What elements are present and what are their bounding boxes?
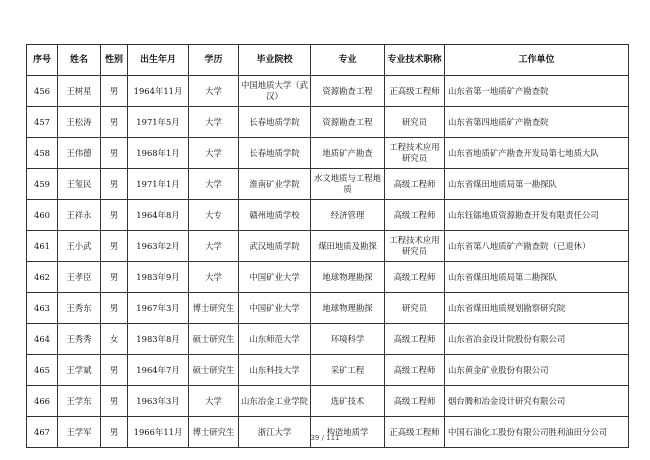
cell-name: 王伟德 (58, 138, 101, 169)
cell-gender: 男 (101, 107, 128, 138)
cell-title: 高级工程师 (385, 324, 445, 355)
cell-title: 高级工程师 (385, 200, 445, 231)
cell-index: 457 (27, 107, 58, 138)
cell-employer: 山东省第一地质矿产勘查院 (445, 76, 629, 107)
table-row (27, 76, 629, 107)
cell-title: 正高级工程师 (385, 76, 445, 107)
table-header-row (27, 45, 629, 76)
cell-title: 工程技术应用研究员 (385, 138, 445, 169)
header-birth: 出生年月 (128, 45, 189, 76)
cell-birth: 1964年7月 (128, 355, 189, 386)
cell-name: 王学军 (58, 417, 101, 448)
cell-school: 山东冶金工业学院 (239, 386, 311, 417)
cell-birth: 1983年8月 (128, 324, 189, 355)
cell-name: 王玺民 (58, 169, 101, 200)
cell-major: 水文地质与工程地质 (311, 169, 385, 200)
cell-school: 山东师范大学 (239, 324, 311, 355)
cell-index: 459 (27, 169, 58, 200)
cell-education: 大学 (189, 262, 239, 293)
cell-education: 博士研究生 (189, 293, 239, 324)
cell-education: 大学 (189, 169, 239, 200)
cell-employer: 山东省第八地质矿产勘查院（已退休） (445, 231, 629, 262)
cell-gender: 男 (101, 169, 128, 200)
cell-gender: 男 (101, 262, 128, 293)
cell-title: 高级工程师 (385, 386, 445, 417)
cell-major: 资源勘查工程 (311, 107, 385, 138)
cell-school: 中国矿业大学 (239, 293, 311, 324)
header-index: 序号 (27, 45, 58, 76)
cell-name: 王学东 (58, 386, 101, 417)
cell-gender: 男 (101, 417, 128, 448)
cell-index: 464 (27, 324, 58, 355)
cell-school: 淮南矿业学院 (239, 169, 311, 200)
cell-major: 环境科学 (311, 324, 385, 355)
cell-school: 长春地质学院 (239, 107, 311, 138)
cell-gender: 男 (101, 138, 128, 169)
table-row (27, 107, 629, 138)
cell-major: 采矿工程 (311, 355, 385, 386)
table-row (27, 169, 629, 200)
cell-index: 458 (27, 138, 58, 169)
cell-name: 王树星 (58, 76, 101, 107)
cell-index: 463 (27, 293, 58, 324)
cell-employer: 山东省煤田地质规划勘察研究院 (445, 293, 629, 324)
cell-major: 构造地质学 (311, 417, 385, 448)
cell-index: 456 (27, 76, 58, 107)
cell-major: 煤田地质及勘探 (311, 231, 385, 262)
cell-birth: 1963年3月 (128, 386, 189, 417)
cell-gender: 男 (101, 355, 128, 386)
cell-employer: 烟台腾和冶金设计研究有限公司 (445, 386, 629, 417)
cell-name: 王松涛 (58, 107, 101, 138)
cell-title: 研究员 (385, 107, 445, 138)
cell-title: 正高级工程师 (385, 417, 445, 448)
table-row (27, 293, 629, 324)
cell-title: 高级工程师 (385, 262, 445, 293)
page-number: 39 / 111 (310, 434, 340, 442)
cell-name: 王孝臣 (58, 262, 101, 293)
cell-birth: 1964年8月 (128, 200, 189, 231)
cell-employer: 山东省第四地质矿产勘查院 (445, 107, 629, 138)
cell-title: 高级工程师 (385, 355, 445, 386)
personnel-table (26, 44, 629, 448)
cell-title: 高级工程师 (385, 169, 445, 200)
cell-gender: 男 (101, 231, 128, 262)
cell-index: 460 (27, 200, 58, 231)
cell-name: 王祥永 (58, 200, 101, 231)
header-school: 毕业院校 (239, 45, 311, 76)
cell-index: 466 (27, 386, 58, 417)
cell-birth: 1963年2月 (128, 231, 189, 262)
cell-employer: 山东黄金矿业股份有限公司 (445, 355, 629, 386)
cell-title: 工程技术应用研究员 (385, 231, 445, 262)
cell-name: 王学斌 (58, 355, 101, 386)
cell-name: 王秀秀 (58, 324, 101, 355)
cell-gender: 男 (101, 200, 128, 231)
cell-school: 长春地质学院 (239, 138, 311, 169)
header-name: 姓名 (58, 45, 101, 76)
cell-employer: 山东省煤田地质局第二勘探队 (445, 262, 629, 293)
cell-name: 王秀东 (58, 293, 101, 324)
cell-education: 硕士研究生 (189, 355, 239, 386)
cell-school: 武汉地质学院 (239, 231, 311, 262)
cell-name: 王小武 (58, 231, 101, 262)
cell-education: 硕士研究生 (189, 324, 239, 355)
cell-school: 浙江大学 (239, 417, 311, 448)
cell-school: 山东科技大学 (239, 355, 311, 386)
table-row (27, 386, 629, 417)
table-row (27, 200, 629, 231)
cell-employer: 山东钰镭地质资源勘查开发有限责任公司 (445, 200, 629, 231)
cell-major: 地质矿产勘查 (311, 138, 385, 169)
cell-gender: 女 (101, 324, 128, 355)
cell-gender: 男 (101, 76, 128, 107)
header-major: 专业 (311, 45, 385, 76)
cell-index: 461 (27, 231, 58, 262)
cell-birth: 1971年1月 (128, 169, 189, 200)
cell-education: 大学 (189, 107, 239, 138)
cell-major: 地球物理勘探 (311, 262, 385, 293)
table-row (27, 324, 629, 355)
cell-school: 中国地质大学（武汉） (239, 76, 311, 107)
header-employer: 工作单位 (445, 45, 629, 76)
cell-title: 研究员 (385, 293, 445, 324)
cell-school: 中国矿业大学 (239, 262, 311, 293)
cell-birth: 1966年11月 (128, 417, 189, 448)
cell-birth: 1968年1月 (128, 138, 189, 169)
cell-index: 465 (27, 355, 58, 386)
cell-education: 大专 (189, 200, 239, 231)
table-row (27, 231, 629, 262)
table-row (27, 138, 629, 169)
cell-school: 赣州地质学校 (239, 200, 311, 231)
cell-employer: 山东省冶金设计院股份有限公司 (445, 324, 629, 355)
cell-birth: 1964年11月 (128, 76, 189, 107)
cell-birth: 1983年9月 (128, 262, 189, 293)
table-row (27, 417, 629, 448)
cell-gender: 男 (101, 386, 128, 417)
cell-education: 博士研究生 (189, 417, 239, 448)
table-body (27, 76, 629, 448)
cell-birth: 1971年5月 (128, 107, 189, 138)
cell-employer: 中国石油化工股份有限公司胜利油田分公司 (445, 417, 629, 448)
cell-education: 大学 (189, 386, 239, 417)
cell-index: 462 (27, 262, 58, 293)
header-gender: 性别 (101, 45, 128, 76)
cell-employer: 山东省煤田地质局第一勘探队 (445, 169, 629, 200)
header-title: 专业技术职称 (385, 45, 445, 76)
cell-birth: 1967年3月 (128, 293, 189, 324)
cell-education: 大学 (189, 76, 239, 107)
cell-major: 地球物理勘探 (311, 293, 385, 324)
header-education: 学历 (189, 45, 239, 76)
table-row (27, 262, 629, 293)
cell-major: 资源勘查工程 (311, 76, 385, 107)
cell-gender: 男 (101, 293, 128, 324)
cell-major: 选矿技术 (311, 386, 385, 417)
cell-employer: 山东省地质矿产勘查开发局第七地质大队 (445, 138, 629, 169)
cell-education: 大学 (189, 231, 239, 262)
cell-index: 467 (27, 417, 58, 448)
table-row (27, 355, 629, 386)
cell-education: 大学 (189, 138, 239, 169)
cell-major: 经济管理 (311, 200, 385, 231)
